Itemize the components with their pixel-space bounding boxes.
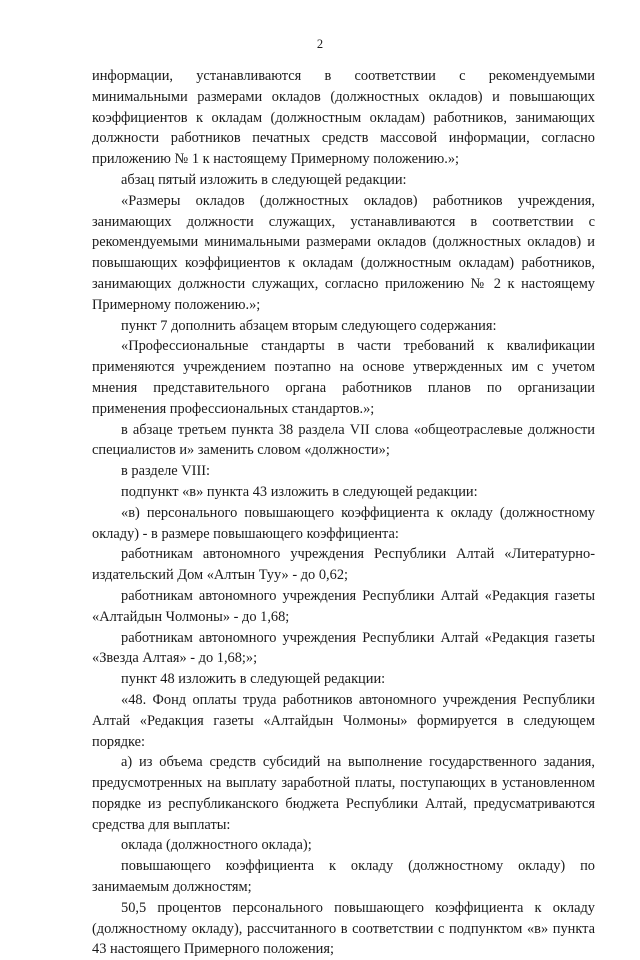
paragraph: «Профессиональные стандарты в части требований к квалификации применяются учреждением поэтапно на основе утвержденных им с учетом мнения представительного органа работников планов по организации применения профессиональных стандартов.»; — [92, 338, 595, 417]
paragraph: информации, устанавливаются в соответствии с рекомендуемыми минимальными размерами окладов (должностных окладов) и повышающих коэффициентов к окладам (должностным окладам) работников, занимающих должности работников печатных средств массовой информации, согласно приложению № 1 к настоящему Примерному положению.»; — [92, 68, 595, 168]
paragraph: «48. Фонд оплаты труда работников автономного учреждения Республики Алтай «Редакция газеты «Алтайдын Чолмоны» формируется в следующем порядке: — [92, 691, 595, 750]
paragraph: 50,5 процентов персонального повышающего коэффициента к окладу (должностному окладу), рассчитанного в соответствии с подпунктом «в» пункта 43 настоящего Примерного положения; — [92, 899, 595, 958]
paragraph: работникам автономного учреждения Республики Алтай «Литературно-издательский Дом «Алтын Туу» - до 0,62; — [92, 546, 595, 584]
paragraph: в разделе VIII: — [121, 463, 211, 480]
paragraph: подпункт «в» пункта 43 изложить в следующей редакции: — [121, 483, 478, 500]
paragraph: «в) персонального повышающего коэффициента к окладу (должностному окладу) - в размере повышающего коэффициента: — [92, 504, 595, 542]
paragraph: работникам автономного учреждения Республики Алтай «Редакция газеты «Звезда Алтая» - до 1,68;»; — [92, 629, 595, 667]
paragraph: в абзаце третьем пункта 38 раздела VII слова «общеотраслевые должности специалистов и» заменить словом «должности»; — [92, 421, 595, 459]
page-number: 2 — [316, 37, 324, 51]
paragraph: оклада (должностного оклада); — [121, 837, 312, 854]
paragraph: а) из объема средств субсидий на выполнение государственного задания, предусмотренных на выплату заработной платы, поступающих в установленном порядке из республиканского бюджета Республики Алтай, предусматриваются средства для выплаты: — [92, 754, 595, 833]
paragraph: повышающего коэффициента к окладу (должностному окладу) по занимаемым должностям; — [92, 858, 595, 896]
paragraph: «Размеры окладов (должностных окладов) работников учреждения, занимающих должности служащих, устанавливаются в соответствии с рекомендуемыми минимальными размерами окладов (должностных окладов) и повышающих коэффициентов к окладам (должностным окладам) работников, занимающих должности служащих, согласно приложению № 2 к настоящему Примерному положению.»; — [92, 192, 595, 313]
paragraph: работникам автономного учреждения Республики Алтай «Редакция газеты «Алтайдын Чолмоны» - до 1,68; — [92, 587, 595, 625]
paragraph: пункт 7 дополнить абзацем вторым следующего содержания: — [121, 317, 497, 334]
paragraph: абзац пятый изложить в следующей редакции: — [121, 171, 407, 188]
paragraph: пункт 48 изложить в следующей редакции: — [121, 671, 386, 688]
document-body — [92, 66, 595, 960]
